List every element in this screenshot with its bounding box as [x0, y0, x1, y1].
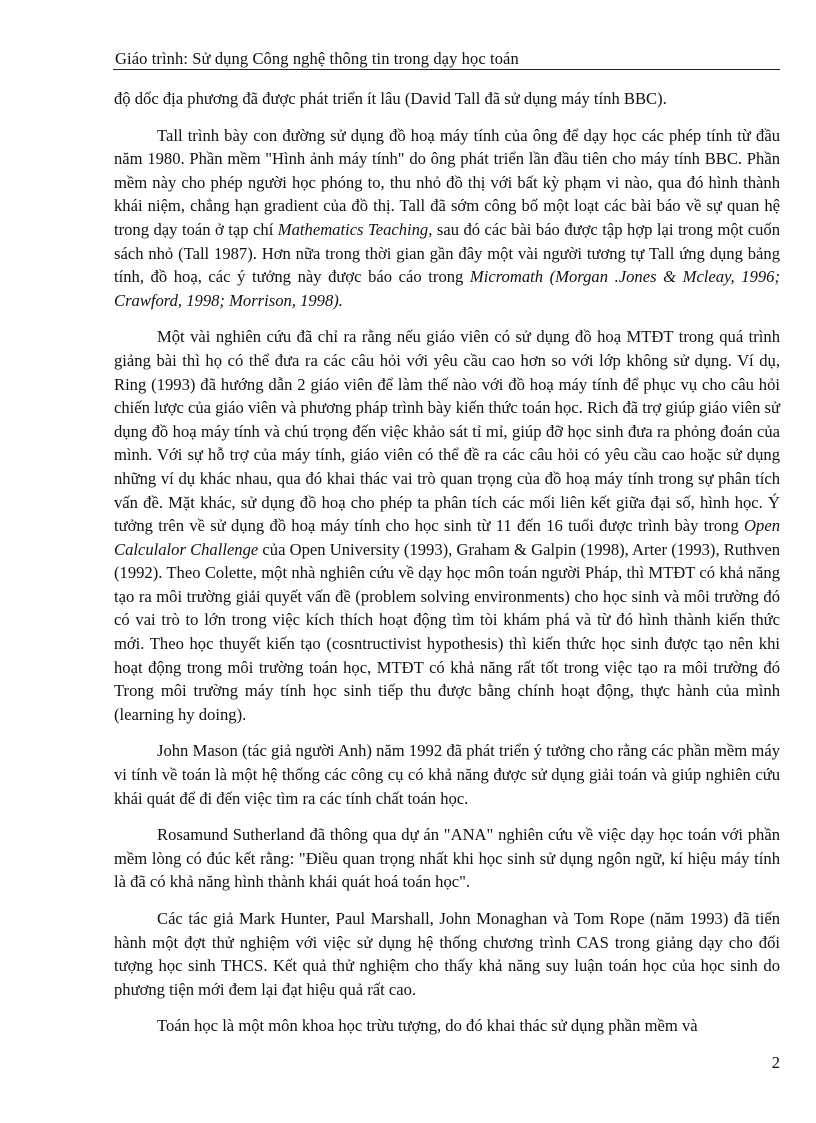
paragraph-2-text-b: sau đó các bài báo được tập hợp lại trong một cuốn sách nhỏ (Tall 1987). Hơn nữa trong thời gian gần đây một vài người tương tự Tall ứng dụng bảng tính, đồ hoạ, các ý tưởng này được báo cáo trong [114, 219, 781, 287]
journal-title: Mathematics Teaching, [277, 219, 433, 239]
paragraph-3 [114, 325, 780, 726]
header-title: Giáo trình: Sử dụng Công nghệ thông tin trong dạy học toán [115, 49, 519, 68]
page-number: 2 [771, 1053, 780, 1072]
paragraph-5: Rosamund Sutherland đã thông qua dự án "ANA" nghiên cứu về việc dạy học toán với phần mềm lòng có đúc kết rằng: "Điều quan trọng nhất khi học sinh sử dụng ngôn ngữ, kí hiệu máy tính là đã có khả năng hình thành khái quát hoá toán học". [114, 825, 780, 892]
paragraph-6: Các tác giả Mark Hunter, Paul Marshall, John Monaghan và Tom Rope (năm 1993) đã tiến hành một đợt thử nghiệm với việc sử dụng hệ thống chương trình CAS trong giảng dạy cho đối tượng học sinh THCS. Kết quả thử nghiệm cho thấy khả năng suy luận toán học của học sinh do phương tiện mới đem lại đạt hiệu quả rất cao. [114, 909, 780, 999]
paragraph-3-text-b: của Open University (1993), Graham & Galpin (1998), Arter (1993), Ruthven (1992). Theo Colette, một nhà nghiên cứu về dạy học môn toán người Pháp, thì MTĐT có khả năng tạo ra môi trường giải quyết vấn đề (problem solving environments) cho học sinh và môi trường đó có vai trò to lớn trong việc kích thích hoạt động tìm tòi khám phá và từ đó hình thành kiến thức mới. Theo học thuyết kiến tạo (cosntructivist hypothesis) thì kiến thức học sinh được tạo nên khi hoạt động trong môi trường toán học, MTĐT có khả năng rất tốt trong việc tạo ra môi trường đó Trong môi trường máy tính học sinh tiếp thu được bằng chính hoạt động, thực hành của mình (learning hy doing). [114, 539, 780, 724]
paragraph-3-text-a: Một vài nghiên cứu đã chỉ ra rằng nếu giáo viên có sử dụng đồ hoạ MTĐT trong quá trình giảng bài thì họ có thể đưa ra các câu hỏi với yêu cầu cao hơn so với lớp không sử dụng. Ví dụ, Ring (1993) đã hướng dẫn 2 giáo viên để làm thế nào với đồ hoạ máy tính để phục vụ cho câu hỏi chiến lược của giáo viên và phương pháp trình bày kiến thức toán học. Rich đã trợ giúp giáo viên sử dụng đồ hoạ máy tính và chú trọng đến việc khảo sát tỉ mỉ, giúp đỡ học sinh đưa ra phỏng đoán của mình. Với sự hỗ trợ của máy tính, giáo viên có thể đề ra các câu hỏi có yêu cầu cao hoặc sử dụng những ví dụ khác nhau, qua đó khai thác vai trò quan trọng của đồ hoạ máy tính trong sự phân tích vấn đề. Mặt khác, sử dụng đồ hoạ cho phép ta phân tích các mối liên kết giữa đại số, hình học. Ý tưởng trên về sử dụng đồ hoạ máy tính cho học sinh từ 11 đến 16 tuổi được trình bày trong [114, 327, 780, 536]
page-body [114, 87, 780, 1038]
paragraph-2-text-a: Tall trình bày con đường sử dụng đồ hoạ máy tính của ông để dạy học các phép tính từ đầu năm 1980. Phần mềm "Hình ảnh máy tính" do ông phát triển lần đầu tiên cho máy tính BBC. Phần mềm này cho phép người học phóng to, thu nhỏ đồ thị với bất kỳ phạm vi nào, qua đó hình thành khái niệm, chẳng hạn gradient của đồ thị. Tall đã sớm công bố một loạt các bài báo về sự quan hệ trong dạy toán ở tạp chí [114, 125, 780, 239]
paragraph-2 [114, 124, 780, 313]
paragraph-1: độ dốc địa phương đã được phát triển ít lâu (David Tall đã sử dụng máy tính BBC). [114, 89, 667, 108]
page-header [113, 47, 780, 70]
project-title: Open Calculalor Challenge [114, 516, 780, 559]
micromath-citation: Micromath (Morgan .Jones & Mcleay, 1996; Crawford, 1998; Morrison, 1998). [114, 267, 780, 310]
paragraph-7: Toán học là một môn khoa học trừu tượng, do đó khai thác sử dụng phần mềm và [157, 1016, 698, 1036]
paragraph-4: John Mason (tác giả người Anh) năm 1992 đã phát triển ý tưởng cho rằng các phần mềm máy vi tính về toán là một hệ thống các công cụ có khả năng được sử dụng giải toán và giúp nghiên cứu khái quát để đi đến việc tìm ra các tính chất toán học. [114, 741, 780, 808]
